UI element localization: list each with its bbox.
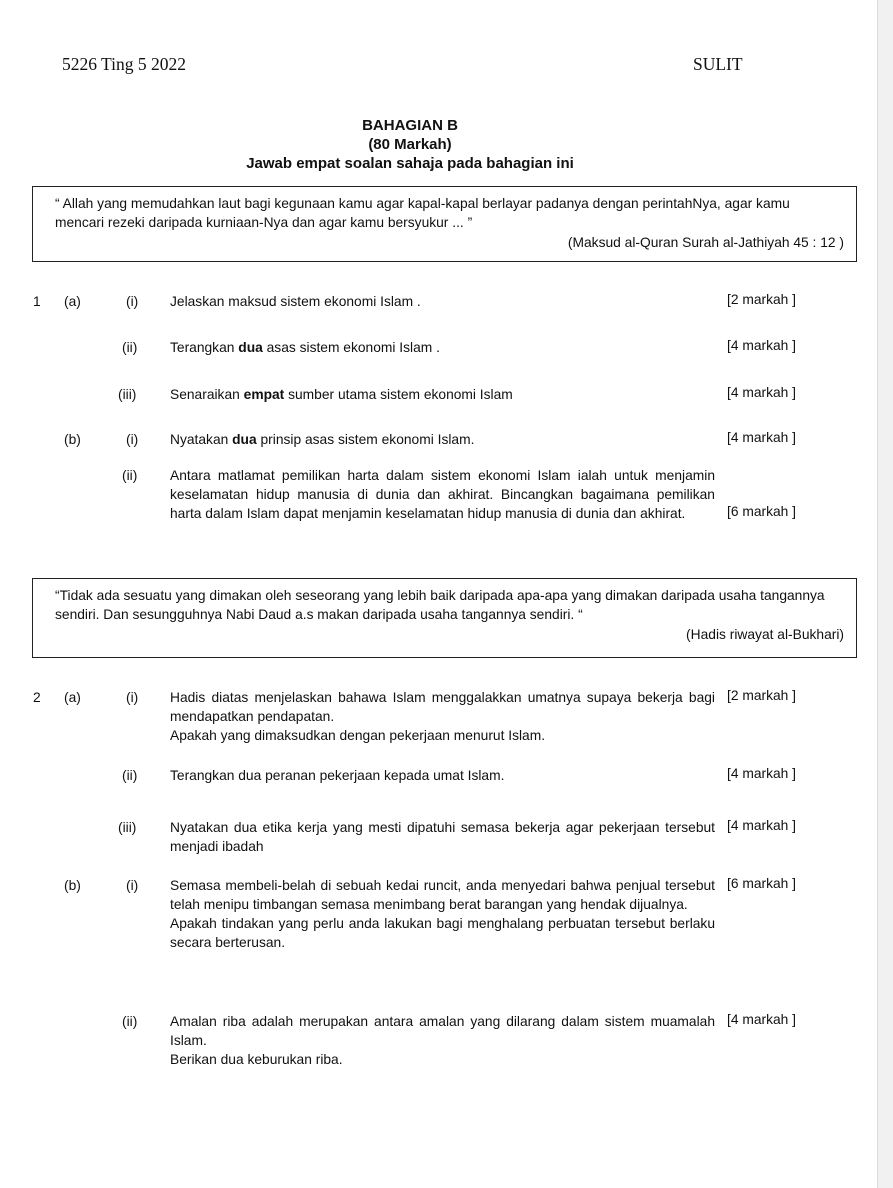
q1-b-ii-mark: [6 markah ] bbox=[727, 504, 797, 519]
q2-b-ii-text bbox=[170, 1012, 715, 1069]
q2-b-ii-text-para1: Amalan riba adalah merupakan antara amalan yang dilarang dalam sistem muamalah Islam. bbox=[170, 1014, 715, 1048]
paper-code: 5226 Ting 5 2022 bbox=[62, 54, 186, 74]
q1-a-iii-label: (iii) bbox=[118, 387, 137, 402]
q1-a-ii-text: Terangkan dua asas sistem ekonomi Islam . bbox=[170, 340, 440, 355]
section-marks: (80 Markah) bbox=[368, 136, 452, 153]
q1-b-i-text: Nyatakan dua prinsip asas sistem ekonomi Islam. bbox=[170, 432, 475, 447]
q2-a-ii-mark: [4 markah ] bbox=[727, 766, 797, 781]
q2-part-a-label: (a) bbox=[64, 690, 81, 705]
section-title: BAHAGIAN B bbox=[362, 117, 458, 134]
q2-b-ii-mark: [4 markah ] bbox=[727, 1012, 797, 1027]
q2-a-i-label: (i) bbox=[126, 690, 139, 705]
quran-quote-source: (Maksud al-Quran Surah al-Jathiyah 45 : 12 ) bbox=[567, 235, 844, 250]
q2-a-iii-mark: [4 markah ] bbox=[727, 818, 797, 833]
page-edge bbox=[877, 0, 893, 1188]
q1-part-a-label: (a) bbox=[64, 294, 81, 309]
quran-quote-box bbox=[32, 186, 857, 262]
q1-a-ii-mark: [4 markah ] bbox=[727, 338, 797, 353]
q1-a-i-text: Jelaskan maksud sistem ekonomi Islam . bbox=[170, 294, 421, 309]
q1-a-ii-label: (ii) bbox=[122, 340, 138, 355]
q1-b-i-mark: [4 markah ] bbox=[727, 430, 797, 445]
question-1-number: 1 bbox=[33, 294, 41, 309]
q2-b-i-text-para2: Apakah tindakan yang perlu anda lakukan bagi menghalang perbuatan tersebut berlaku secara berterusan. bbox=[170, 916, 715, 950]
hadith-quote-box bbox=[32, 578, 857, 658]
q1-a-i-mark: [2 markah ] bbox=[727, 292, 797, 307]
q2-a-ii-label: (ii) bbox=[122, 768, 138, 783]
classification-label: SULIT bbox=[693, 54, 743, 74]
hadith-quote-source: (Hadis riwayat al-Bukhari) bbox=[686, 627, 844, 642]
quran-quote-text: “ Allah yang memudahkan laut bagi kegunaan kamu agar kapal-kapal berlayar padanya dengan perintahNya, agar kamu mencari rezeki daripada kurniaan-Nya dan agar kamu bersyukur ... ” bbox=[55, 196, 790, 230]
q2-a-iii-label: (iii) bbox=[118, 820, 137, 835]
q1-a-i-label: (i) bbox=[126, 294, 139, 309]
section-instruction: Jawab empat soalan sahaja pada bahagian ini bbox=[246, 155, 574, 172]
q2-b-i-text bbox=[170, 876, 715, 952]
q1-a-iii-mark: [4 markah ] bbox=[727, 385, 797, 400]
q2-b-i-text-para1: Semasa membeli-belah di sebuah kedai runcit, anda menyedari bahwa penjual tersebut telah menipu timbangan semasa menimbang berat barangan yang hendak dijualnya. bbox=[170, 878, 715, 912]
q2-a-ii-text: Terangkan dua peranan pekerjaan kepada umat Islam. bbox=[170, 768, 505, 783]
q2-a-i-mark: [2 markah ] bbox=[727, 688, 797, 703]
q2-b-ii-label: (ii) bbox=[122, 1014, 138, 1029]
q2-b-i-label: (i) bbox=[126, 878, 139, 893]
q2-a-i-text-line2: Apakah yang dimaksudkan dengan pekerjaan menurut Islam. bbox=[170, 728, 546, 743]
q2-a-iii-text: Nyatakan dua etika kerja yang mesti dipatuhi semasa bekerja agar pekerjaan tersebut menjadi ibadah bbox=[170, 820, 715, 854]
hadith-quote-text: “Tidak ada sesuatu yang dimakan oleh seseorang yang lebih baik daripada apa-apa yang dimakan daripada usaha tangannya sendiri. Dan sesungguhnya Nabi Daud a.s makan daripada usaha tangannya sendiri. “ bbox=[55, 588, 825, 622]
q2-b-i-mark: [6 markah ] bbox=[727, 876, 797, 891]
q2-b-ii-text-para2: Berikan dua keburukan riba. bbox=[170, 1052, 343, 1067]
q1-a-iii-text: Senaraikan empat sumber utama sistem ekonomi Islam bbox=[170, 387, 513, 402]
q2-a-i-text-line1: Hadis diatas menjelaskan bahawa Islam menggalakkan umatnya supaya bekerja bagi mendapatkan pendapatan. bbox=[170, 690, 715, 724]
q1-b-ii-text: Antara matlamat pemilikan harta dalam sistem ekonomi Islam ialah untuk menjamin keselamatan hidup manusia di dunia dan akhirat. Bincangkan bagaimana pemilikan harta dalam Islam dapat menjamin keselamatan hidup manusia di dunia dan akhirat. bbox=[170, 468, 715, 521]
q1-b-ii-label: (ii) bbox=[122, 468, 138, 483]
q1-part-b-label: (b) bbox=[64, 432, 81, 447]
question-2-number: 2 bbox=[33, 690, 41, 705]
q1-b-i-label: (i) bbox=[126, 432, 139, 447]
q2-a-i-text bbox=[170, 688, 715, 745]
q2-part-b-label: (b) bbox=[64, 878, 81, 893]
